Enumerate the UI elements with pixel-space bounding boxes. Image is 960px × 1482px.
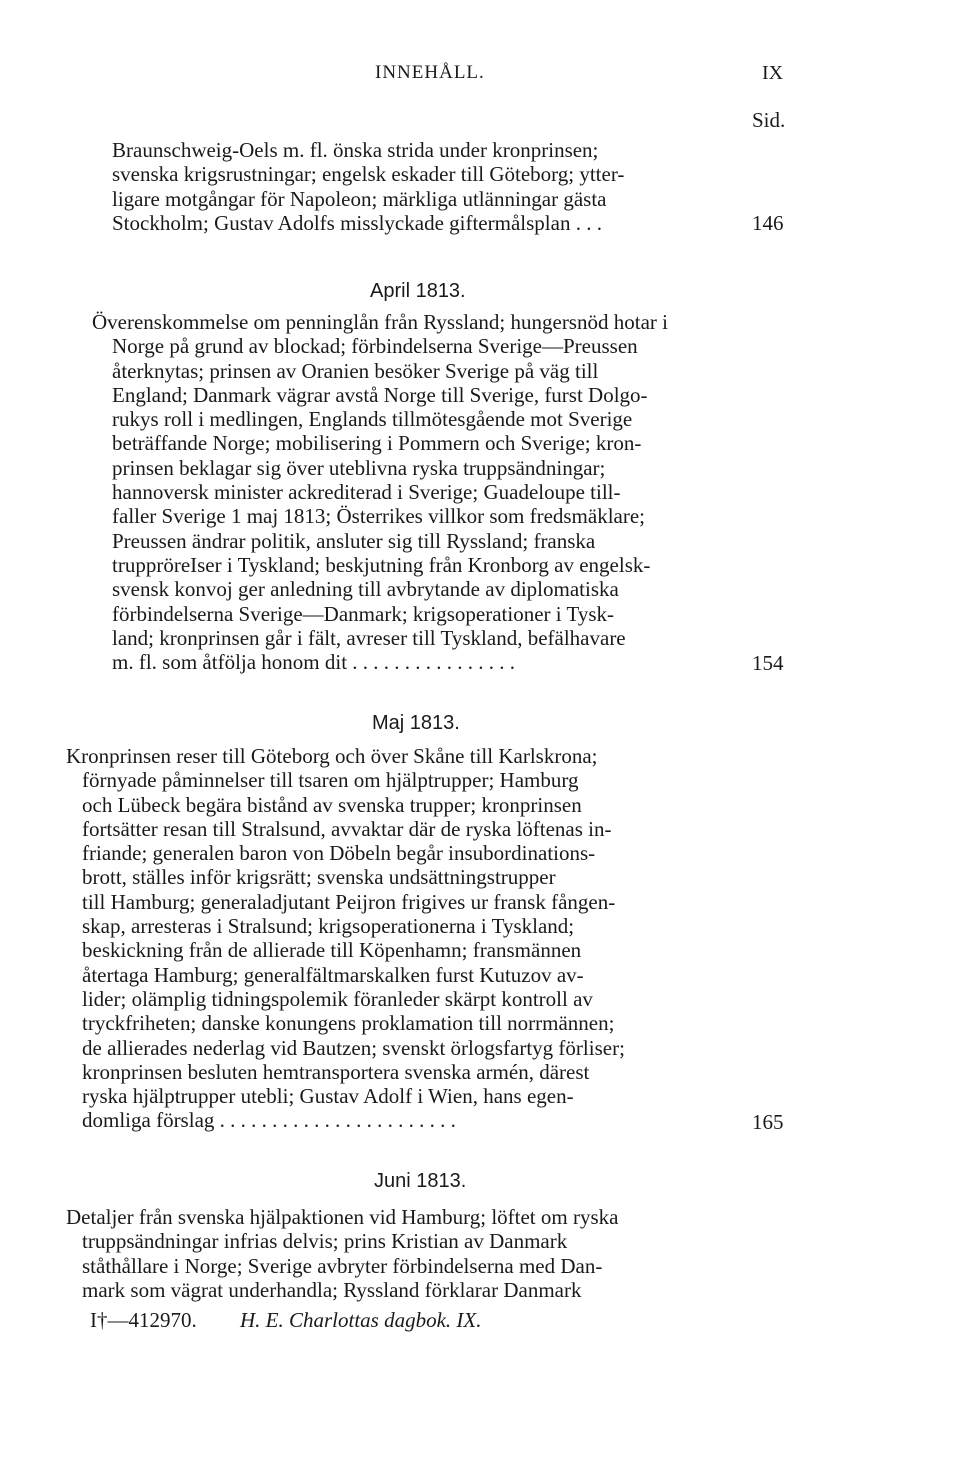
entry-line: återknytas; prinsen av Oranien besöker Sverige på väg till bbox=[112, 358, 599, 383]
entry-line: prinsen beklagar sig över uteblivna ryska truppsändningar; bbox=[112, 455, 606, 480]
entry-line: förnyade påminnelser till tsaren om hjälptrupper; Hamburg bbox=[82, 768, 579, 793]
entry-line: förbindelserna Sverige—Danmark; krigsoperationer i Tysk- bbox=[112, 601, 615, 626]
page-footer bbox=[90, 1308, 482, 1333]
entry-line: rukys roll i medlingen, Englands tillmötesgående mot Sverige bbox=[112, 407, 633, 432]
entry-line: land; kronprinsen går i fält, avreser till Tyskland, befälhavare bbox=[112, 625, 626, 650]
entry-line: domliga förslag . . . . . . . . . . . . . . . . . . . . . . . bbox=[82, 1108, 456, 1133]
entry-line: Detaljer från svenska hjälpaktionen vid Hamburg; löftet om ryska bbox=[66, 1205, 619, 1229]
toc-entry-continuation bbox=[112, 138, 744, 235]
toc-page-number: 165 bbox=[752, 1110, 784, 1134]
toc-page-number: 154 bbox=[752, 651, 784, 675]
entry-line: tryckfriheten; danske konungens proklamation till norrmännen; bbox=[82, 1011, 615, 1036]
entry-line: svensk konvoj ger anledning till avbrytande av diplomatiska bbox=[112, 577, 619, 602]
entry-line: faller Sverige 1 maj 1813; Österrikes villkor som fredsmäklare; bbox=[112, 504, 646, 529]
entry-line: Kronprinsen reser till Göteborg och över Skåne till Karlskrona; bbox=[66, 744, 598, 768]
book-title-footer: H. E. Charlottas dagbok. IX. bbox=[240, 1308, 482, 1332]
entry-line: truppröreIser i Tyskland; beskjutning från Kronborg av engelsk- bbox=[112, 552, 651, 577]
entry-line: m. fl. som åtfölja honom dit . . . . . . . . . . . . . . . . bbox=[112, 650, 516, 675]
column-label-sid: Sid. bbox=[752, 108, 786, 132]
entry-line: ryska hjälptrupper utebli; Gustav Adolf i Wien, hans egen- bbox=[82, 1084, 574, 1109]
entry-line: svenska krigsrustningar; engelsk eskader till Göteborg; ytter- bbox=[112, 162, 625, 187]
toc-entry-april bbox=[92, 310, 752, 674]
entry-line: till Hamburg; generaladjutant Peijron frigives ur fransk fången- bbox=[82, 889, 616, 914]
entry-line: mark som vägrat underhandla; Ryssland förklarar Danmark bbox=[82, 1277, 582, 1302]
entry-line: Preussen ändrar politik, ansluter sig till Ryssland; franska bbox=[112, 528, 596, 553]
entry-line: ståthållare i Norge; Sverige avbryter förbindelserna med Dan- bbox=[82, 1253, 603, 1278]
page-number-roman: IX bbox=[762, 62, 784, 84]
entry-line: truppsändningar infrias delvis; prins Kristian av Danmark bbox=[82, 1229, 568, 1254]
entry-line: Stockholm; Gustav Adolfs misslyckade giftermålsplan . . . bbox=[112, 210, 602, 235]
running-head: INNEHÅLL. bbox=[375, 62, 485, 83]
toc-entry-maj bbox=[66, 744, 756, 1133]
section-heading-juni: Juni 1813. bbox=[374, 1170, 467, 1192]
entry-line: ligare motgångar för Napoleon; märkliga utlänningar gästa bbox=[112, 186, 607, 211]
entry-line: Överenskommelse om penninglån från Ryssland; hungersnöd hotar i bbox=[92, 310, 668, 334]
printer-signature: I†—412970. bbox=[90, 1308, 197, 1332]
entry-line: kronprinsen besluten hemtransportera svenska armén, därest bbox=[82, 1059, 590, 1084]
entry-line: friande; generalen baron von Döbeln begår insubordinations- bbox=[82, 841, 596, 866]
entry-line: beskickning från de allierade till Köpenhamn; fransmännen bbox=[82, 938, 582, 963]
entry-line: återtaga Hamburg; generalfältmarskalken furst Kutuzov av- bbox=[82, 962, 584, 987]
entry-line: Norge på grund av blockad; förbindelserna Sverige—Preussen bbox=[112, 334, 638, 359]
entry-line: hannoversk minister ackrediterad i Sverige; Guadeloupe till- bbox=[112, 480, 621, 505]
entry-line: lider; olämplig tidningspolemik föranleder skärpt kontroll av bbox=[82, 986, 593, 1011]
entry-line: och Lübeck begära bistånd av svenska trupper; kronprinsen bbox=[82, 792, 582, 817]
entry-line: de allierades nederlag vid Bautzen; svenskt örlogsfartyg förliser; bbox=[82, 1035, 625, 1060]
toc-page-number: 146 bbox=[752, 211, 784, 235]
entry-line: Braunschweig-Oels m. fl. önska strida under kronprinsen; bbox=[112, 138, 599, 162]
entry-line: beträffande Norge; mobilisering i Pommern och Sverige; kron- bbox=[112, 431, 642, 456]
section-heading-maj: Maj 1813. bbox=[372, 712, 460, 734]
entry-line: skap, arresteras i Stralsund; krigsoperationerna i Tyskland; bbox=[82, 914, 575, 939]
section-heading-april: April 1813. bbox=[370, 280, 466, 302]
entry-line: fortsätter resan till Stralsund, avvaktar där de ryska löftenas in- bbox=[82, 816, 612, 841]
toc-entry-juni bbox=[66, 1205, 756, 1302]
entry-line: brott, ställes inför krigsrätt; svenska undsättningstrupper bbox=[82, 865, 556, 890]
entry-line: England; Danmark vägrar avstå Norge till Sverige, furst Dolgo- bbox=[112, 382, 648, 407]
